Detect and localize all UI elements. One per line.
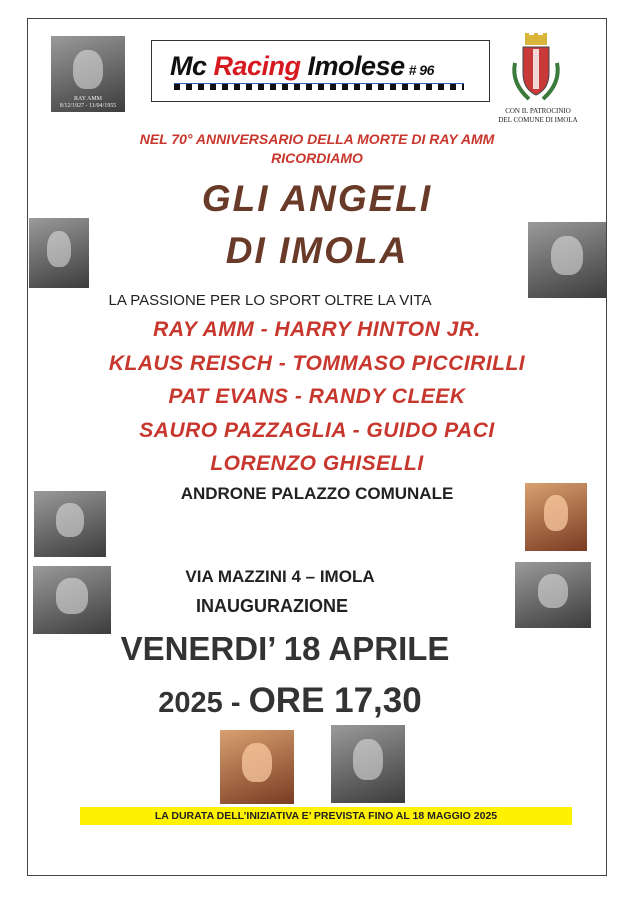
patrocinio-text: CON IL PATROCINIO DEL COMUNE DI IMOLA <box>498 107 578 124</box>
venue-place: ANDRONE PALAZZO COMUNALE <box>180 484 454 503</box>
glasses-racer-photo <box>331 725 405 803</box>
names-line-3: PAT EVANS - RANDY CLEEK <box>168 385 466 408</box>
ricordiamo-line: RICORDIAMO <box>271 150 363 166</box>
checkered-stripe <box>174 83 464 90</box>
title-line-1: GLI ANGELI <box>201 178 433 219</box>
portrait-caption-name: RAY AMM <box>73 96 103 102</box>
event-label: INAUGURAZIONE <box>196 596 348 616</box>
names-line-5: LORENZO GHISELLI <box>210 452 424 475</box>
venue-address: VIA MAZZINI 4 – IMOLA <box>185 567 375 586</box>
names-line-2: KLAUS REISCH - TOMMASO PICCIRILLI <box>108 352 526 375</box>
year-time-line: 2025 - ORE 17,30 <box>158 681 422 720</box>
mc-racing-logo <box>151 40 490 102</box>
date-line: VENERDI’ 18 APRILE <box>120 630 450 667</box>
ray-amm-portrait <box>51 36 125 112</box>
portrait-caption-dates: 8/12/1927 - 11/04/1955 <box>59 103 117 109</box>
duration-notice: LA DURATA DELL’INIZIATIVA E’ PREVISTA FINO AL 18 MAGGIO 2025 <box>80 807 572 825</box>
names-line-1: RAY AMM - HARRY HINTON JR. <box>153 318 481 341</box>
time-text: ORE 17,30 <box>248 681 422 720</box>
imola-crest-icon <box>507 33 565 105</box>
bald-racer-photo <box>220 730 294 804</box>
year-text: 2025 <box>158 687 223 719</box>
title-line-2: DI IMOLA <box>225 230 409 271</box>
subtitle: LA PASSIONE PER LO SPORT OLTRE LA VITA <box>108 292 432 309</box>
anniversary-line: NEL 70° ANNIVERSARIO DELLA MORTE DI RAY AMM <box>139 131 495 147</box>
helmet-rider-photo <box>29 218 89 288</box>
logo-wordmark: Mc Racing Imolese # 96 <box>170 51 434 81</box>
names-line-4: SAURO PAZZAGLIA - GUIDO PACI <box>139 419 495 442</box>
racer-portrait-right <box>528 222 606 298</box>
